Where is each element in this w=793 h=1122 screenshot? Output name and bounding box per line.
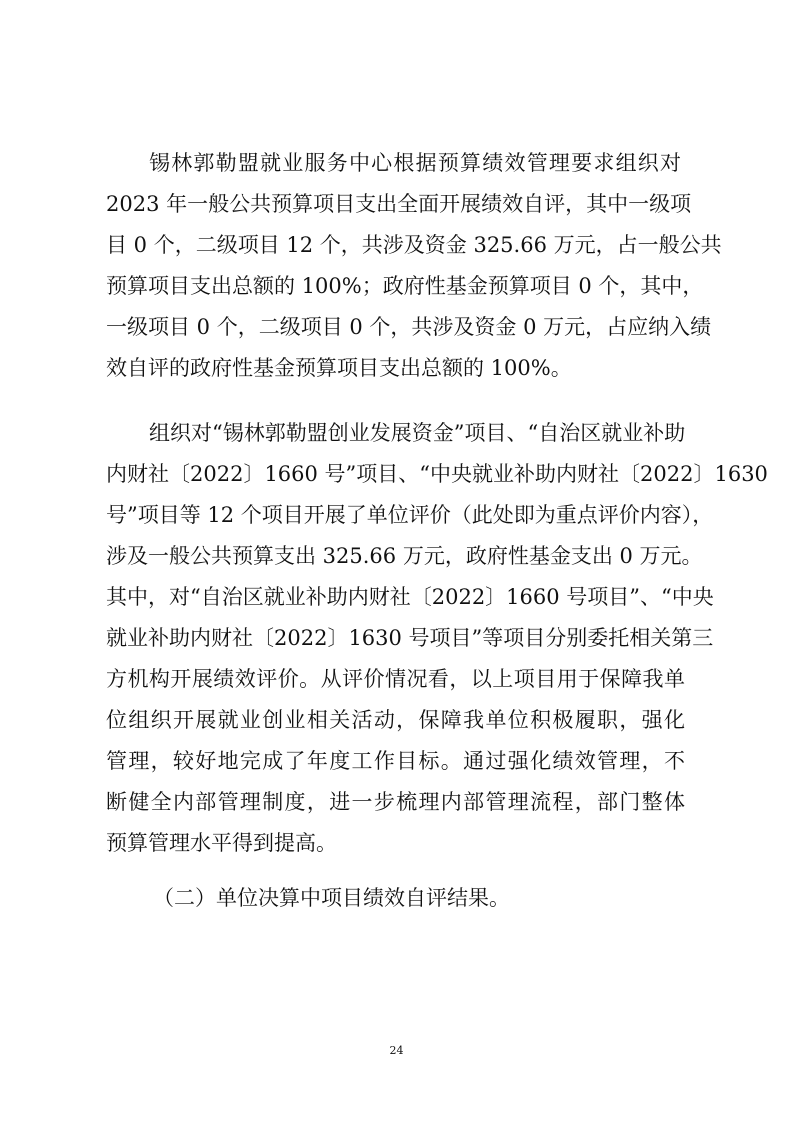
paragraph-line: 位组织开展就业创业相关活动，保障我单位积极履职，强化	[106, 708, 685, 732]
paragraph-line: 方机构开展绩效评价。从评价情况看，以上项目用于保障我单	[106, 667, 685, 691]
paragraph-line: 管理，较好地完成了年度工作目标。通过强化绩效管理，不	[106, 749, 685, 773]
section-heading: （二）单位决算中项目绩效自评结果。	[153, 886, 510, 910]
paragraph-line: 就业补助内财社〔2022〕1630 号项目”等项目分别委托相关第三	[106, 626, 714, 650]
paragraph-line: 组织对“锡林郭勒盟创业发展资金”项目、“自治区就业补助	[149, 421, 686, 445]
paragraph-line: 断健全内部管理制度，进一步梳理内部管理流程，部门整体	[106, 790, 685, 814]
paragraph-line: 号”项目等 12 个项目开展了单位评价（此处即为重点评价内容），	[106, 503, 714, 527]
paragraph-line: 内财社〔2022〕1660 号”项目、“中央就业补助内财社〔2022〕1630	[106, 462, 768, 486]
paragraph-line: 预算管理水平得到提高。	[106, 831, 337, 855]
paragraph-line: 目 0 个，二级项目 12 个，共涉及资金 325.66 万元，占一般公共	[106, 233, 722, 257]
paragraph-line: 2023 年一般公共预算项目支出全面开展绩效自评，其中一级项	[106, 192, 692, 216]
paragraph-line: 其中，对“自治区就业补助内财社〔2022〕1660 号项目”、“中央	[106, 585, 714, 609]
paragraph-line: 涉及一般公共预算支出 325.66 万元，政府性基金支出 0 万元。	[106, 544, 703, 568]
paragraph-line: 锡林郭勒盟就业服务中心根据预算绩效管理要求组织对	[149, 151, 681, 175]
paragraph-line: 一级项目 0 个，二级项目 0 个，共涉及资金 0 万元，占应纳入绩	[106, 315, 712, 339]
paragraph-line: 预算项目支出总额的 100%；政府性基金预算项目 0 个，其中，	[106, 274, 704, 298]
page-number: 24	[389, 1044, 404, 1057]
paragraph-line: 效自评的政府性基金预算项目支出总额的 100%。	[106, 356, 572, 380]
